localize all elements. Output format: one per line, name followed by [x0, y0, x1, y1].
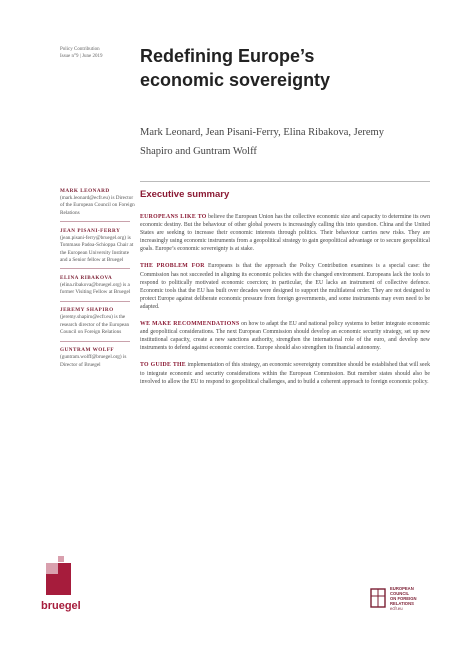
bio-wolff: [60, 347, 135, 369]
bio-divider: [60, 221, 130, 222]
authors-line-2: Shapiro and Guntram Wolff: [140, 146, 257, 157]
series-info: [60, 46, 122, 60]
authors: [140, 123, 420, 161]
paragraph-lead: EUROPEANS LIKE TO: [140, 214, 207, 220]
bio-text: (mark.leonard@ecfr.eu) is Director of the European Council on Foreign Relations: [60, 195, 135, 216]
executive-summary-heading: Executive summary: [140, 189, 230, 200]
bio-text: (jeremy.shapiro@ecfr.eu) is the research director of the European Council on Foreign Relations: [60, 314, 130, 336]
executive-summary-body: [140, 213, 430, 395]
bio-divider: [60, 341, 130, 342]
paragraph-lead: WE MAKE RECOMMENDATIONS: [140, 321, 240, 328]
bio-text: (elina.ribakova@bruegel.org) is a former Visiting Fellow at Bruegel: [60, 282, 131, 296]
bio-leonard: [60, 188, 135, 217]
paragraph-text: believe the European Union has the collective economic size and capacity to determine its own economic destiny. But the behaviour of other global powers is increasingly calling this into question. China and the United States are seeking to increase their economic interests through politics. Their behaviour carries new risks. They are increasingly using economic instruments from a geopolitical strategy to gain geopolitical advantage or to secure geopolitical goals. Europe’s economic sovereignty is at stake.: [140, 214, 430, 253]
header-divider: [140, 181, 430, 182]
bio-name: JEREMY SHAPIRO: [60, 307, 114, 314]
bio-name: MARK LEONARD: [60, 188, 110, 194]
ecfr-line: ON FOREIGN: [390, 596, 417, 601]
bio-name: GUNTRAM WOLFF: [60, 347, 115, 354]
bio-name: ELINA RIBAKOVA: [60, 275, 113, 282]
issue-label: Issue n°9 | June 2019: [60, 54, 103, 59]
bio-shapiro: [60, 307, 135, 336]
ecfr-wordmark: [390, 586, 456, 611]
series-label: Policy Contribution: [60, 47, 100, 52]
bio-name: JEAN PISANI-FERRY: [60, 227, 121, 234]
bio-pisani-ferry: [60, 228, 135, 265]
bio-divider: [60, 268, 130, 269]
authors-line-1: Mark Leonard, Jean Pisani-Ferry, Elina Ribakova, Jeremy: [140, 127, 384, 138]
title-line-1: Redefining Europe’s: [140, 46, 315, 66]
paragraph-lead: THE PROBLEM FOR: [140, 263, 205, 270]
ecfr-logo: [368, 583, 458, 623]
paragraph-text: implementation of this strategy, an economic sovereignty committee should be established that will seek to integrate economic and security considerations within the European Commission. But member states should also be involved to allow the EU to respond to geopolitical challenges, and to build a coherent approach to foreign economic policy.: [140, 362, 430, 385]
ecfr-line: EUROPEAN: [390, 586, 414, 591]
ecfr-line: COUNCIL: [390, 591, 410, 596]
bruegel-logo: [40, 555, 80, 617]
paragraph-text: on how to adapt the EU and national policy systems to better integrate economic and geopolitical considerations. The next European Commission should develop an economic security strategy, set up new institutional capacity, create a new sanctions authority, strengthen the international role of the euro, and develop new instruments to defend against economic coercion. Europe should also strengthen its financial autonomy.: [140, 321, 430, 352]
ecfr-line: RELATIONS: [390, 601, 414, 606]
ecfr-line: ecfr.eu: [390, 606, 403, 611]
page-title: [140, 44, 440, 92]
summary-paragraph: [140, 361, 430, 385]
summary-paragraph: [140, 320, 430, 352]
bio-text: (guntram.wolff@bruegel.org) is Director of Bruegel: [60, 354, 127, 368]
ecfr-flag-icon: [368, 587, 388, 611]
bruegel-mark-icon: [40, 555, 80, 617]
summary-paragraph: [140, 213, 430, 253]
bio-text: (jean.pisani-ferry@bruegel.org) is Tommaso Padoa-Schioppa Chair at the European University Institute and a Senior fellow at Bruegel: [60, 234, 134, 264]
bio-ribakova: [60, 275, 135, 297]
bio-divider: [60, 301, 130, 302]
paragraph-text: Europeans is that the approach the Policy Contribution examines is a special case: the Commission has not succeeded in aligning its economic policies with the changed environment. Europeans lack the tools to respond to politically motivated economic coercion; in particular, the EU lacks an instrument of collective defence. Economic tools that the EU has built over decades were designed to support the multilateral order. They are not designed to protect Europe against deliberate economic pressure from foreign governments, and some instruments may even need to be adapted.: [140, 263, 431, 310]
title-line-2: economic sovereignty: [140, 70, 331, 90]
author-bios: [60, 188, 135, 369]
bruegel-wordmark: bruegel: [41, 600, 80, 612]
paragraph-lead: TO GUIDE THE: [140, 362, 186, 369]
summary-paragraph: [140, 262, 430, 311]
